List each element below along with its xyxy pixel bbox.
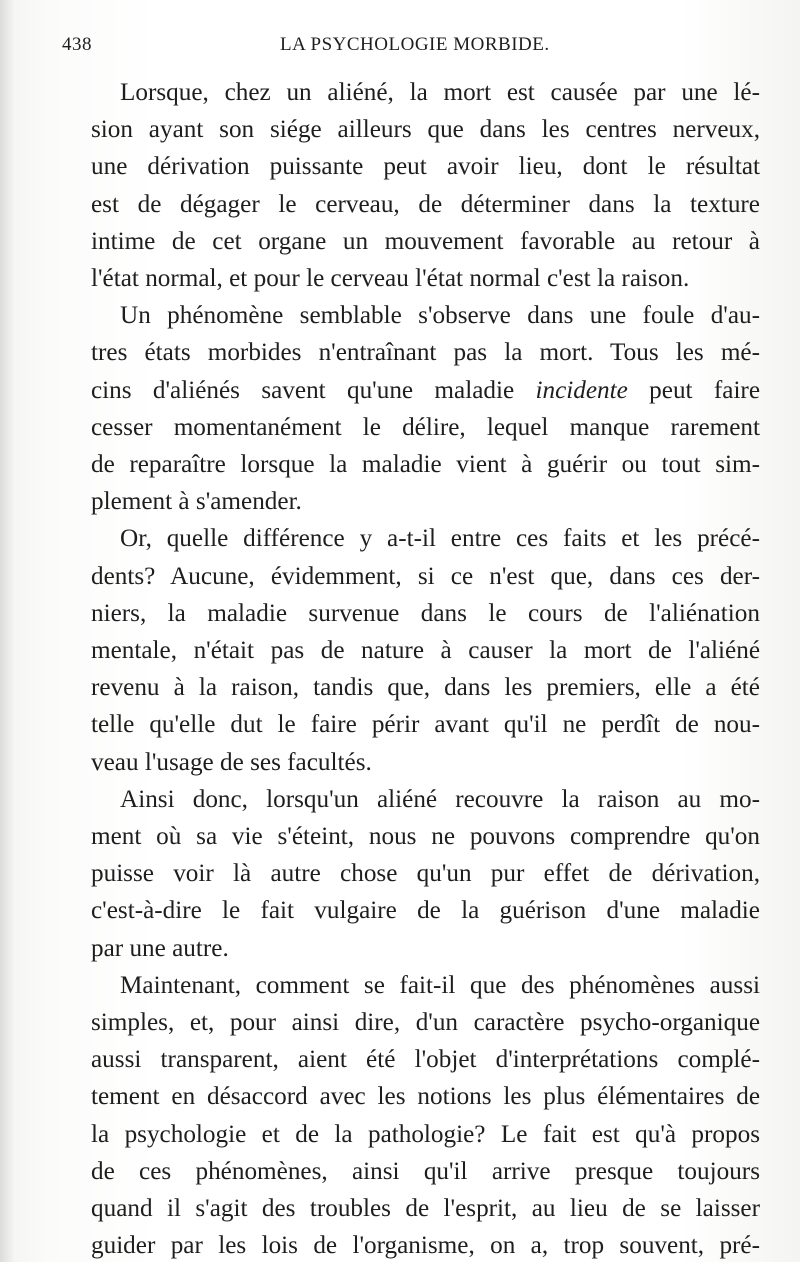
paragraph-4 — [62, 781, 760, 967]
text-line: Maintenant, comment se fait-il que des phénomènes aussi — [120, 971, 760, 999]
text-line: dents? Aucune, évidemment, si ce n'est que, dans ces der- — [91, 562, 760, 590]
paragraph-3 — [62, 520, 760, 780]
text-line: aussi transparent, aient été l'objet d'interprétations complé- — [91, 1046, 760, 1074]
text-line: guider par les lois de l'organisme, on a, trop souvent, pré- — [91, 1232, 760, 1260]
paragraph-5 — [62, 967, 760, 1265]
text-line: quand il s'agit des troubles de l'esprit, au lieu de se laisser — [91, 1195, 760, 1223]
italic-word: incidente — [535, 376, 628, 404]
text-line: Ainsi donc, lorsqu'un aliéné recouvre la raison au mo- — [120, 785, 760, 813]
text-line: sion ayant son siége ailleurs que dans les centres nerveux, — [91, 116, 760, 144]
text-line: de reparaître lorsque la maladie vient à guérir ou tout sim- — [91, 451, 760, 479]
text-line: plement à s'amender. — [91, 488, 302, 516]
text-segment: cins d'aliénés savent qu'une maladie — [91, 376, 536, 404]
text-line: niers, la maladie survenue dans le cours de l'aliénation — [91, 599, 760, 627]
text-line: tement en désaccord avec les notions les plus élémentaires de — [91, 1083, 760, 1111]
text-line: est de dégager le cerveau, de déterminer dans la texture — [91, 190, 760, 218]
text-line: la psychologie et de la pathologie? Le fait est qu'à propos — [91, 1120, 760, 1148]
text-line: Lorsque, chez un aliéné, la mort est causée par une lé- — [120, 79, 760, 106]
text-line-with-italic — [62, 372, 760, 409]
text-line: par une autre. — [91, 934, 229, 962]
text-line: une dérivation puissante peut avoir lieu, dont le résultat — [91, 153, 760, 181]
paragraph-2 — [62, 297, 760, 520]
text-line: intime de cet organe un mouvement favorable au retour à — [91, 227, 760, 255]
body-text — [62, 74, 760, 1265]
text-line: veau l'usage de ses facultés. — [91, 748, 372, 776]
paragraph-1 — [62, 74, 760, 297]
text-line: simples, et, pour ainsi dire, d'un caractère psycho-organique — [91, 1009, 760, 1037]
text-line: Or, quelle différence y a-t-il entre ces faits et les précé- — [120, 525, 760, 553]
text-line: puisse voir là autre chose qu'un pur effet de dérivation, — [91, 860, 760, 888]
text-line: de ces phénomènes, ainsi qu'il arrive presque toujours — [91, 1157, 760, 1185]
text-line: revenu à la raison, tandis que, dans les premiers, elle a été — [91, 674, 760, 702]
page-gutter-shadow — [0, 0, 14, 1262]
text-line: tres états morbides n'entraînant pas la mort. Tous les mé- — [91, 339, 760, 367]
text-line: l'état normal, et pour le cerveau l'état normal c'est la raison. — [91, 265, 690, 293]
text-line: telle qu'elle dut le faire périr avant qu'il ne perdît de nou- — [91, 711, 760, 739]
running-head — [62, 34, 762, 60]
text-line: c'est-à-dire le fait vulgaire de la guérison d'une maladie — [91, 897, 760, 925]
running-title: LA PSYCHOLOGIE MORBIDE. — [280, 34, 550, 55]
text-line: cesser momentanément le délire, lequel manque rarement — [91, 413, 760, 441]
page-number: 438 — [62, 34, 92, 55]
text-segment: peut faire — [627, 376, 761, 404]
text-line: Un phénomène semblable s'observe dans une foule d'au- — [120, 302, 760, 330]
text-line: mentale, n'était pas de nature à causer la mort de l'aliéné — [91, 637, 760, 665]
text-line: ment où sa vie s'éteint, nous ne pouvons comprendre qu'on — [91, 823, 760, 851]
